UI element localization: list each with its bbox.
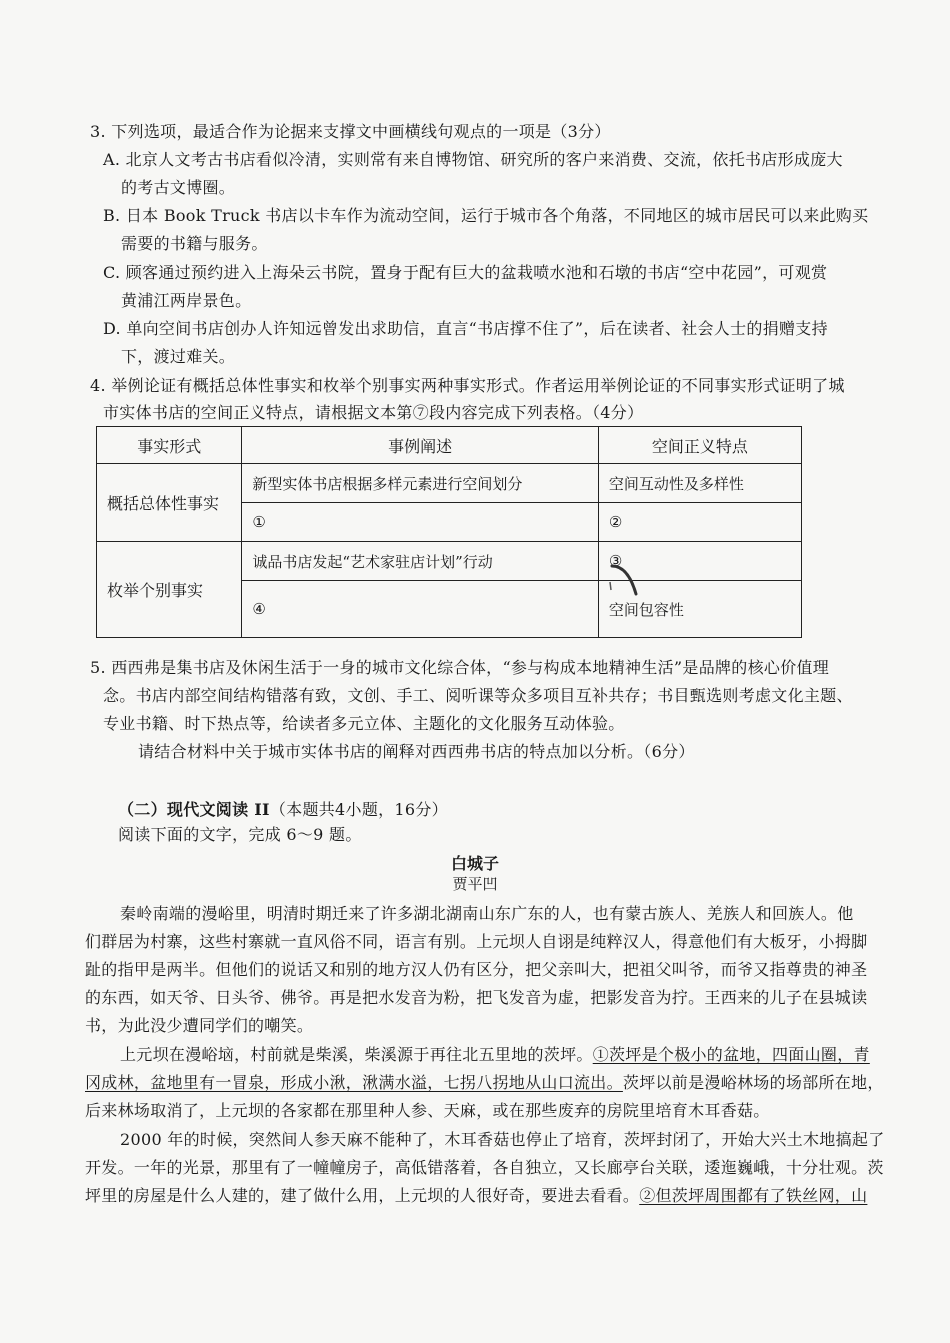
q3-option-b-cont: 需要的书籍与服务。 — [121, 234, 268, 253]
q3-option-a: A. 北京人文考古书店看似冷清，实则常有来自博物馆、研究所的客户来消费、交流，依托书店形成庞大 — [103, 150, 843, 169]
article-line: 开发。一年的光景，那里有了一幢幢房子，高低错落着，各自独立，又长廊亭台关联，逶迤巍峨，十分壮观。茨 — [85, 1158, 884, 1177]
q5-line: 念。书店内部空间结构错落有致，文创、手工、阅听课等众多项目互补共存；书目甄选则考虑文化主题、 — [103, 686, 853, 705]
section-note: （本题共4小题，16分） — [269, 800, 448, 819]
section-instruction: 阅读下面的文字，完成 6～9 题。 — [118, 825, 362, 844]
table-row — [97, 464, 802, 503]
q3-stem: 3. 下列选项，最适合作为论据来支撑文中画横线句观点的一项是（3分） — [90, 122, 611, 141]
article-line — [85, 1073, 884, 1093]
table-cell-blank: ② — [598, 503, 801, 542]
article-line: 后来林场取消了，上元坝的各家都在那里种人参、天麻，或在那些废弃的房院里培育木耳香菇。 — [85, 1101, 770, 1120]
article-author: 贾平凹 — [452, 875, 498, 893]
q4-stem: 4. 举例论证有概括总体性事实和枚举个别事实两种事实形式。作者运用举例论证的不同事实形式证明了城 — [90, 376, 845, 395]
article-text: 上元坝在漫峪垴，村前就是柴溪，柴溪源于再往北五里地的茨坪。 — [120, 1045, 593, 1064]
q4-stem-cont: 市实体书店的空间正义特点，请根据文本第⑦段内容完成下列表格。（4分） — [103, 403, 644, 422]
article-line — [85, 1186, 867, 1206]
article-title: 白城子 — [450, 854, 499, 873]
table-cell: 空间包容性 — [598, 581, 801, 638]
table-header-cell: 事例阐述 — [242, 427, 598, 464]
underlined-sentence-1: ①茨坪是个极小的盆地，四面山圈，青 — [592, 1045, 870, 1064]
q3-option-c-cont: 黄浦江两岸景色。 — [121, 291, 252, 310]
table-header-cell: 事实形式 — [97, 427, 242, 464]
table-cell-blank: ④ — [242, 581, 598, 638]
table-cell: 新型实体书店根据多样元素进行空间划分 — [242, 464, 598, 503]
article-line: 趾的指甲是两半。但他们的说话又和别的地方汉人仍有区分，把父亲叫大，把祖父叫爷，而爷又指尊贵的神圣 — [85, 960, 868, 979]
pencil-mark-icon — [606, 560, 646, 600]
fact-form-table — [96, 426, 802, 638]
article-text: 坪里的房屋是什么人建的，建了做什么用，上元坝的人很好奇，要进去看看。 — [85, 1186, 640, 1205]
q3-option-c: C. 顾客通过预约进入上海朵云书院，置身于配有巨大的盆栽喷水池和石墩的书店“空中花园”，可观赏 — [103, 263, 828, 282]
article-line: 秦岭南端的漫峪里，明清时期迁来了许多湖北湖南山东广东的人，也有蒙古族人、羌族人和回族人。他 — [120, 904, 854, 923]
article-line: 书，为此没少遭同学们的嘲笑。 — [85, 1016, 314, 1035]
table-cell-blank: ③ — [598, 542, 801, 581]
q5-prompt: 请结合材料中关于城市实体书店的阐释对西西弗书店的特点加以分析。（6分） — [138, 742, 695, 761]
table-group-label: 枚举个别事实 — [97, 542, 242, 638]
table-row — [97, 542, 802, 581]
section-heading — [118, 800, 448, 820]
q5-line: 5. 西西弗是集书店及休闲生活于一身的城市文化综合体，“参与构成本地精神生活”是品牌的核心价值理 — [90, 658, 830, 677]
q3-option-d-cont: 下，渡过难关。 — [121, 347, 236, 366]
article-line: 2000 年的时候，突然间人参天麻不能种了，木耳香菇也停止了培育，茨坪封闭了，开始大兴土木地搞起了 — [120, 1130, 885, 1149]
q3-option-b: B. 日本 Book Truck 书店以卡车作为流动空间，运行于城市各个角落，不同地区的城市居民可以来此购买 — [103, 206, 869, 225]
article-line: 们群居为村寨，这些村寨就一直风俗不同，语言有别。上元坝人自诩是纯粹汉人，得意他们有大板牙，小拇脚 — [85, 932, 868, 951]
table-header-cell: 空间正义特点 — [598, 427, 801, 464]
table-cell: 空间互动性及多样性 — [598, 464, 801, 503]
underlined-sentence-2: ②但茨坪周围都有了铁丝网，山 — [639, 1186, 868, 1205]
table-group-label: 概括总体性事实 — [97, 464, 242, 542]
article-line — [120, 1045, 870, 1065]
q3-option-d: D. 单向空间书店创办人许知远曾发出求助信，直言“书店撑不住了”，后在读者、社会人士的捐赠支持 — [103, 319, 828, 338]
table-header-row — [97, 427, 802, 464]
article-text: 茨坪以前是漫峪林场的场部所在地， — [622, 1073, 884, 1092]
table-cell-blank: ① — [242, 503, 598, 542]
underlined-sentence-1-cont: 冈成林，盆地里有一冒泉，形成小湫，湫满水溢，七拐八拐地从山口流出。 — [85, 1073, 623, 1092]
q5-line: 专业书籍、时下热点等，给读者多元立体、主题化的文化服务互动体验。 — [103, 714, 625, 733]
q3-option-a-cont: 的考古文博圈。 — [121, 178, 236, 197]
section-title: （二）现代文阅读 II — [118, 800, 270, 819]
article-line: 的东西，如天爷、日头爷、佛爷。再是把水发音为粉，把飞发音为虚，把影发音为拧。王西来的儿子在县城读 — [85, 988, 868, 1007]
table-cell: 诚品书店发起“艺术家驻店计划”行动 — [242, 542, 598, 581]
